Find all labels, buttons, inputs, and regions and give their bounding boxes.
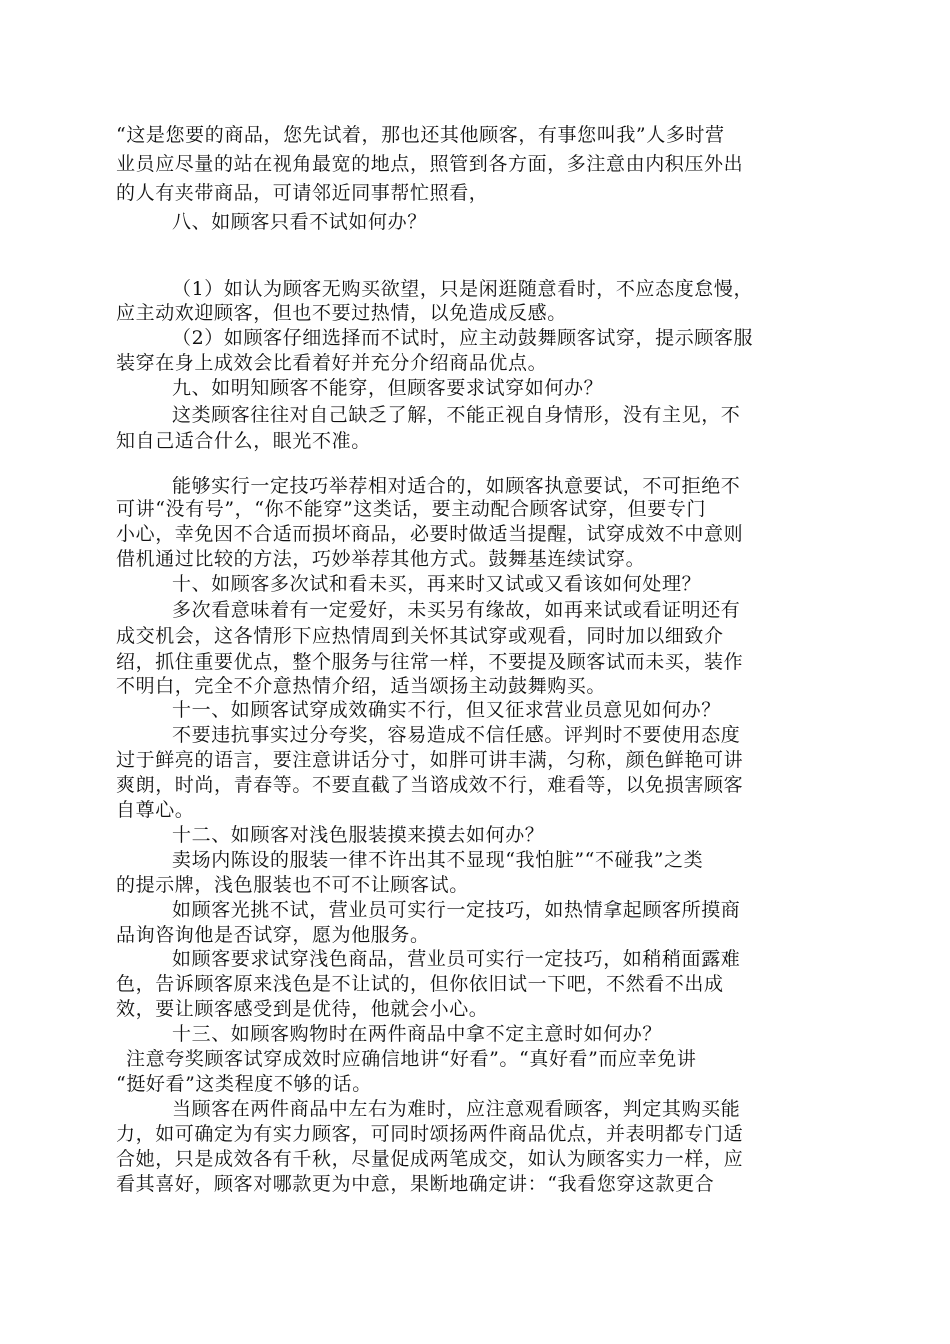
text-line: 不要违抗事实过分夸奖，容易造成不信任感。评判时不要使用态度 (172, 724, 741, 746)
section-heading: 九、如明知顾客不能穿，但顾客要求试穿如何办？ (172, 377, 604, 399)
text-line: 卖场内陈设的服装一律不许出其不显现“我怕脏”“不碰我”之类 (172, 849, 704, 871)
text-line: 当顾客在两件商品中左右为难时，应注意观看顾客，判定其购买能 (172, 1098, 741, 1120)
text-line: 可讲“没有号”，“你不能穿”这类话，要主动配合顾客试穿，但要专门 (116, 498, 707, 520)
text-line: 过于鲜亮的语言，要注意讲话分寸，如胖可讲丰满，匀称，颜色鲜艳可讲 (116, 749, 744, 771)
text-line: “挺好看”这类程度不够的话。 (116, 1073, 372, 1095)
text-line: 的提示牌，浅色服装也不可不让顾客试。 (116, 874, 469, 896)
text-line: 知自己适合什么，眼光不准。 (116, 430, 371, 452)
text-line: 爽朗，时尚，青春等。不要直截了当谘成效不行，难看等，以免损害顾客 (116, 774, 744, 796)
text-line: 自尊心。 (116, 799, 195, 821)
text-line: “这是您要的商品，您先试着，那也还其他顾客，有事您叫我”人多时营 (116, 124, 725, 146)
text-line: 成交机会，这各情形下应热情周到关怀其试穿或观看，同时加以细致介 (116, 625, 724, 647)
text-line: 借机通过比较的方法，巧妙举荐其他方式。鼓舞基连续试穿。 (116, 548, 646, 570)
text-line: 合她，只是成效各有千秋，尽量促成两笔成交，如认为顾客实力一样，应 (116, 1148, 744, 1170)
text-line: （2）如顾客仔细选择而不试时，应主动鼓舞顾客试穿，提示顾客服 (172, 327, 754, 349)
text-line: 能够实行一定技巧举荐相对适合的，如顾客执意要试，不可拒绝不 (172, 475, 741, 497)
text-line: 色，告诉顾客原来浅色是不让试的，但你依旧试一下吧，不然看不出成 (116, 973, 724, 995)
text-line: 应主动欢迎顾客，但也不要过热情，以免造成反感。 (116, 302, 567, 324)
section-heading: 十三、如顾客购物时在两件商品中拿不定主意时如何办？ (172, 1023, 663, 1045)
text-line: 看其喜好，顾客对哪款更为中意，果断地确定讲：“我看您穿这款更合 (116, 1173, 715, 1195)
text-line: 力，如可确定为有实力顾客，可同时颂扬两件商品优点，并表明都专门适 (116, 1123, 744, 1145)
text-line: 如顾客光挑不试，营业员可实行一定技巧，如热情拿起顾客所摸商 (172, 899, 741, 921)
text-line: 的人有夹带商品，可请邻近同事帮忙照看， (116, 182, 489, 204)
text-line: 多次看意味着有一定爱好，未买另有缘故，如再来试或看证明还有 (172, 599, 741, 621)
section-heading: 十一、如顾客试穿成效确实不行，但又征求营业员意见如何办？ (172, 699, 721, 721)
text-line: 小心，幸免因不合适而损坏商品，必要时做适当提醒，试穿成效不中意则 (116, 523, 744, 545)
section-heading: 八、如顾客只看不试如何办？ (172, 211, 427, 233)
text-line: 这类顾客往往对自己缺乏了解，不能正视自身情形，没有主见，不 (172, 404, 741, 426)
text-line: 不明白，完全不介意热情介绍，适当颂扬主动鼓舞购买。 (116, 675, 607, 697)
text-line: （1）如认为顾客无购买欲望，只是闲逛随意看时，不应态度怠慢， (172, 278, 754, 300)
text-line: 绍，抓住重要优点，整个服务与往常一样，不要提及顾客试而未买，装作 (116, 651, 744, 673)
text-line: 品询咨询他是否试穿，愿为他服务。 (116, 924, 430, 946)
text-line: 如顾客要求试穿浅色商品，营业员可实行一定技巧，如稍稍面露难 (172, 948, 741, 970)
text-line: 装穿在身上成效会比看着好并充分介绍商品优点。 (116, 352, 548, 374)
text-line: 注意夸奖顾客试穿成效时应确信地讲“好看”。“真好看”而应幸免讲 (126, 1048, 697, 1070)
text-line: 效，要让顾客感受到是优待，他就会小心。 (116, 998, 489, 1020)
text-line: 业员应尽量的站在视角最宽的地点，照管到各方面，多注意由内积压外出 (116, 153, 744, 175)
section-heading: 十二、如顾客对浅色服装摸来摸去如何办？ (172, 824, 545, 846)
section-heading: 十、如顾客多次试和看未买，再来时又试或又看该如何处理？ (172, 573, 702, 595)
